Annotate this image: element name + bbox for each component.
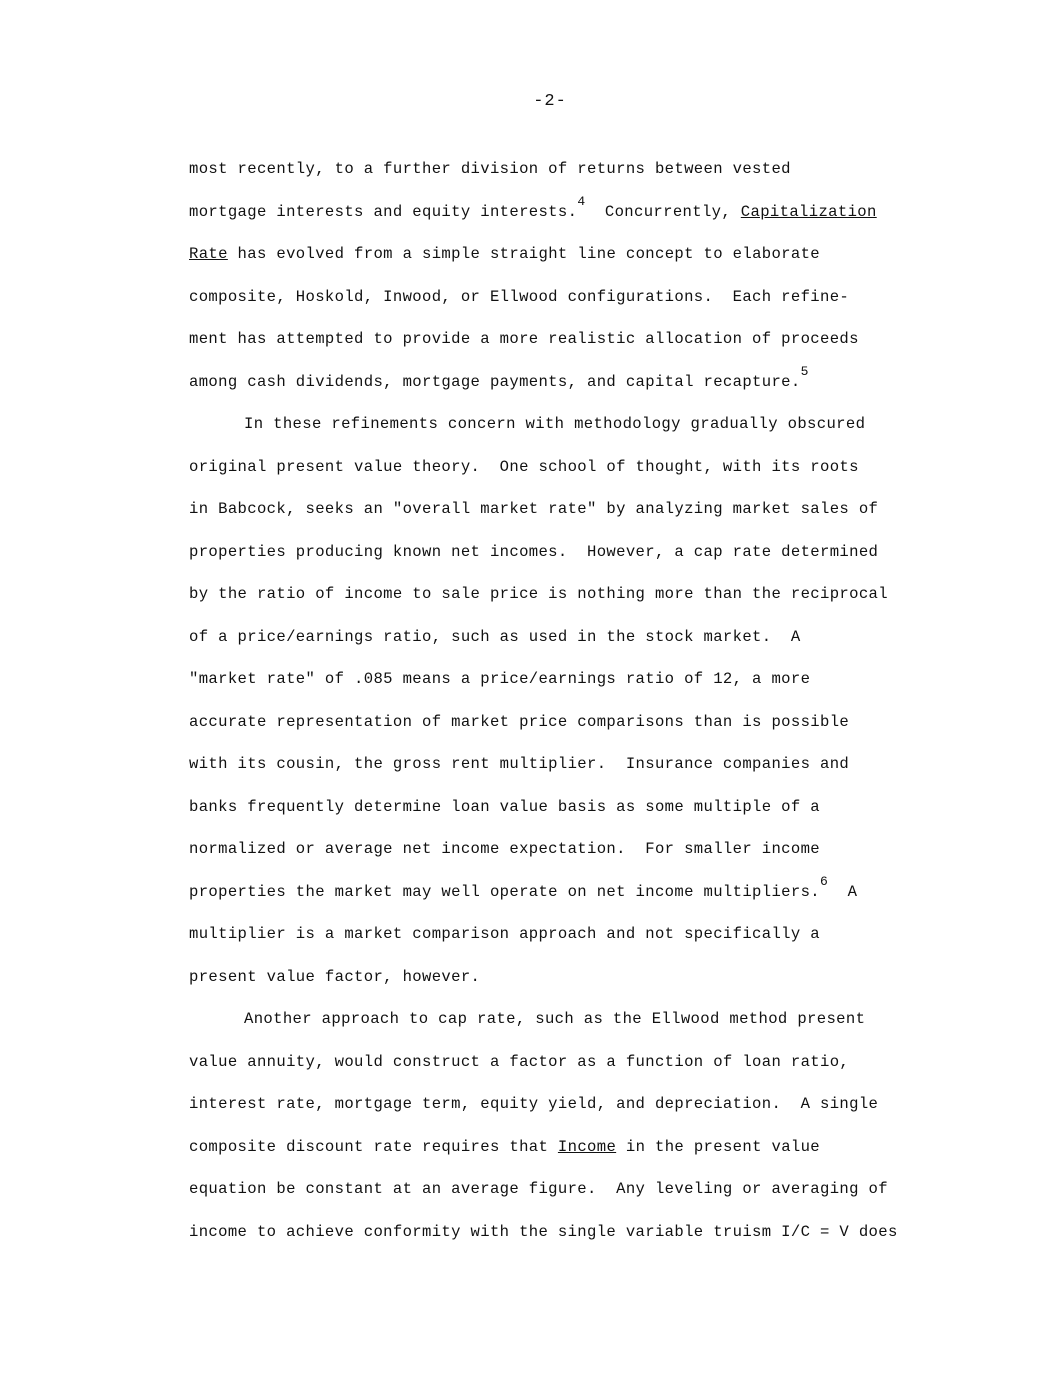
underlined-term: Capitalization [740,202,877,221]
text-line: present value factor, however. [189,967,481,986]
text-line: Another approach to cap rate, such as the Ellwood method present [244,1010,866,1028]
text-line: interest rate, mortgage term, equity yield, and depreciation. A single [189,1095,879,1113]
footnote-ref: 4 [577,193,586,209]
text-line: with its cousin, the gross rent multiplier. Insurance companies and [189,755,850,773]
text-line: of a price/earnings ratio, such as used in the stock market. A [189,627,801,646]
text-line: ment has attempted to provide a more realistic allocation of proceeds [189,330,859,348]
underlined-term: Income [557,1137,617,1156]
text-line: among cash dividends, mortgage payments, and capital recapture.$^5$ [189,363,809,391]
text-line: composite, Hoskold, Inwood, or Ellwood configurations. Each refine- [189,287,850,306]
text-line: In these refinements concern with methodology gradually obscured [244,415,866,433]
text-line: mortgage interests and equity interests.$^4$ Concurrently, Capitalization [189,193,877,221]
body-text [189,157,989,1262]
text-line: income to achieve conformity with the single variable truism I/C = V does [189,1222,898,1241]
text-line: properties producing known net incomes. However, a cap rate determined [189,542,879,561]
text-line: by the ratio of income to sale price is nothing more than the reciprocal [189,585,888,603]
text-line: banks frequently determine loan value basis as some multiple of a [189,797,821,816]
underlined-term: Rate [189,245,228,263]
footnote-ref: 5 [800,363,809,379]
text-line: equation be constant at an average figure. Any leveling or averaging of [189,1180,888,1198]
text-line: in Babcock, seeks an "overall market rate" by analyzing market sales of [189,500,879,518]
text-line: "market rate" of .085 means a price/earnings ratio of 12, a more [189,670,811,688]
text-line: accurate representation of market price comparisons than is possible [189,712,850,731]
text-line: most recently, to a further division of returns between vested [189,160,791,178]
text-line: multiplier is a market comparison approach and not specifically a [189,925,821,943]
text-line: normalized or average net income expectation. For smaller income [189,840,821,858]
text-line: Rate has evolved from a simple straight line concept to elaborate [189,245,821,263]
text-line: composite discount rate requires that Income in the present value [189,1137,821,1156]
text-line: value annuity, would construct a factor as a function of loan ratio, [189,1052,850,1071]
text-line: properties the market may well operate on net income multipliers.$^6$ A [189,873,858,901]
page-number: -2- [533,92,567,111]
text-line: original present value theory. One school of thought, with its roots [189,457,859,476]
footnote-ref: 6 [820,873,829,889]
